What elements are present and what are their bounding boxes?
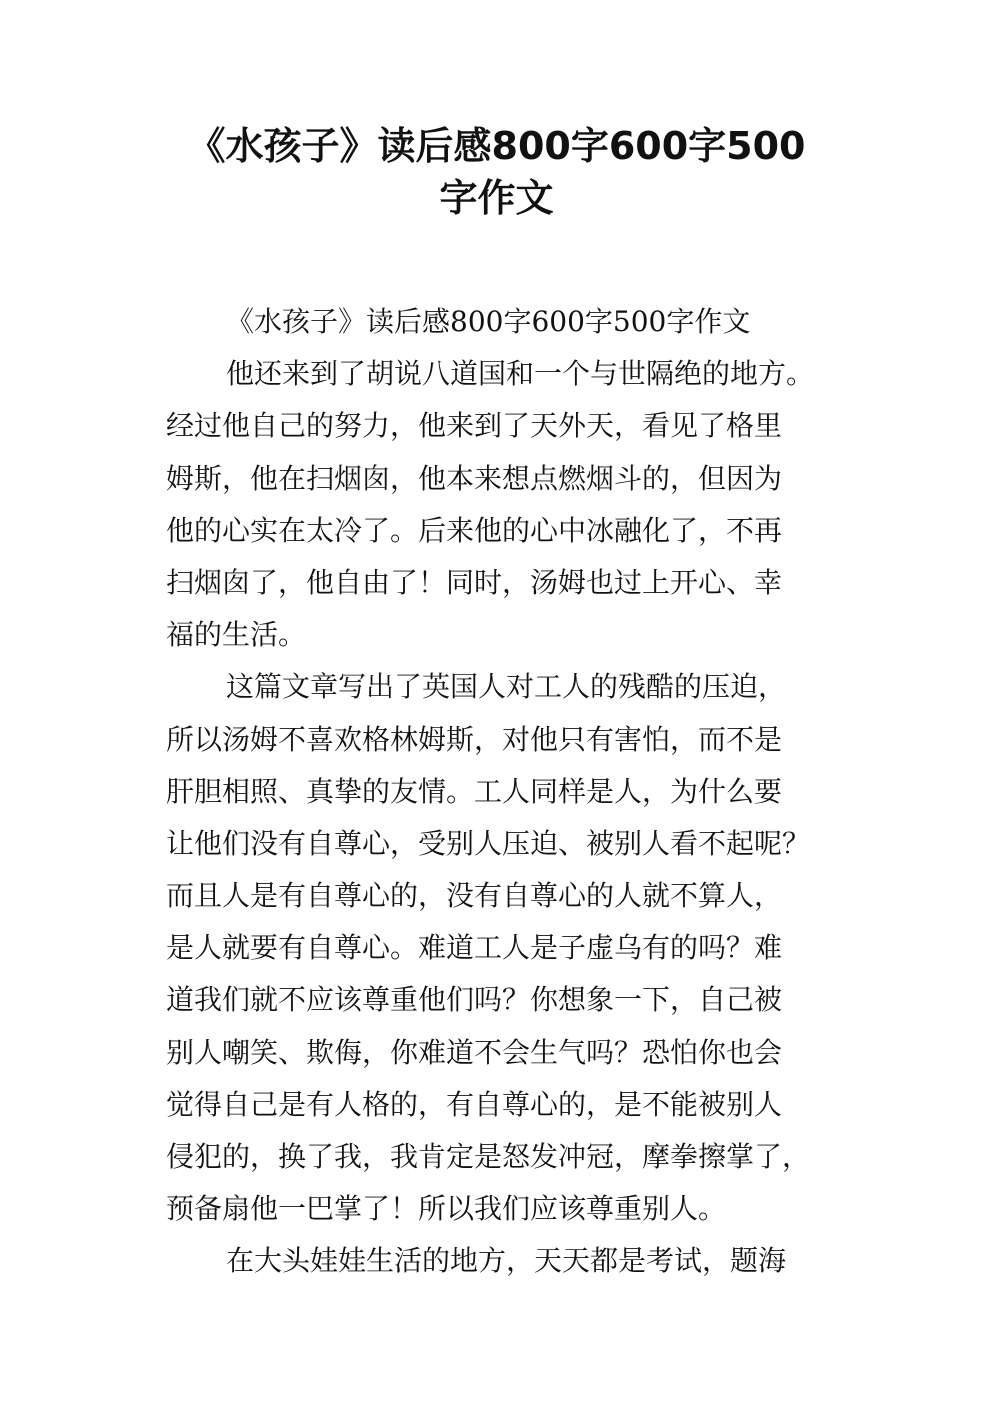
text-line: 经过他自己的努力，他来到了天外天，看见了格里 — [166, 409, 783, 443]
text-line: 别人嘲笑、欺侮，你难道不会生气吗？恐怕你也会 — [166, 1035, 783, 1069]
text-line: 这篇文章写出了英国人对工人的残酷的压迫， — [226, 670, 787, 704]
text-line: 所以汤姆不喜欢格林姆斯，对他只有害怕，而不是 — [166, 722, 783, 756]
title-line-2: 字作文 — [439, 176, 554, 220]
text-line: 《水孩子》读后感800字600字500字作文 — [226, 305, 751, 338]
text-line: 侵犯的，换了我，我肯定是怒发冲冠，摩拳擦掌了， — [166, 1140, 811, 1173]
document-title — [150, 120, 843, 224]
text-line: 预备扇他一巴掌了！所以我们应该尊重别人。 — [166, 1192, 727, 1226]
text-line: 扫烟囱了，他自由了！同时，汤姆也过上开心、幸 — [166, 565, 783, 599]
text-line: 姆斯，他在扫烟囱，他本来想点燃烟斗的，但因为 — [166, 461, 783, 495]
text-line: 而且人是有自尊心的，没有自尊心的人就不算人， — [166, 879, 783, 913]
text-line: 道我们就不应该尊重他们吗？你想象一下，自己被 — [166, 983, 783, 1017]
text-line: 是人就要有自尊心。难道工人是子虚乌有的吗？难 — [166, 931, 783, 965]
text-line: 他还来到了胡说八道国和一个与世隔绝的地方。 — [226, 357, 815, 391]
text-line: 福的生活。 — [166, 618, 307, 652]
document-body — [166, 296, 838, 1288]
title-line-1: 《水孩子》读后感800字600字500 — [187, 124, 806, 168]
text-line: 让他们没有自尊心，受别人压迫、被别人看不起呢？ — [166, 826, 811, 860]
text-line: 他的心实在太冷了。后来他的心中冰融化了，不再 — [166, 513, 783, 547]
text-line: 肝胆相照、真挚的友情。工人同样是人，为什么要 — [166, 774, 783, 808]
text-line: 觉得自己是有人格的，有自尊心的，是不能被别人 — [166, 1087, 783, 1121]
text-line: 在大头娃娃生活的地方，天天都是考试，题海 — [226, 1244, 787, 1278]
